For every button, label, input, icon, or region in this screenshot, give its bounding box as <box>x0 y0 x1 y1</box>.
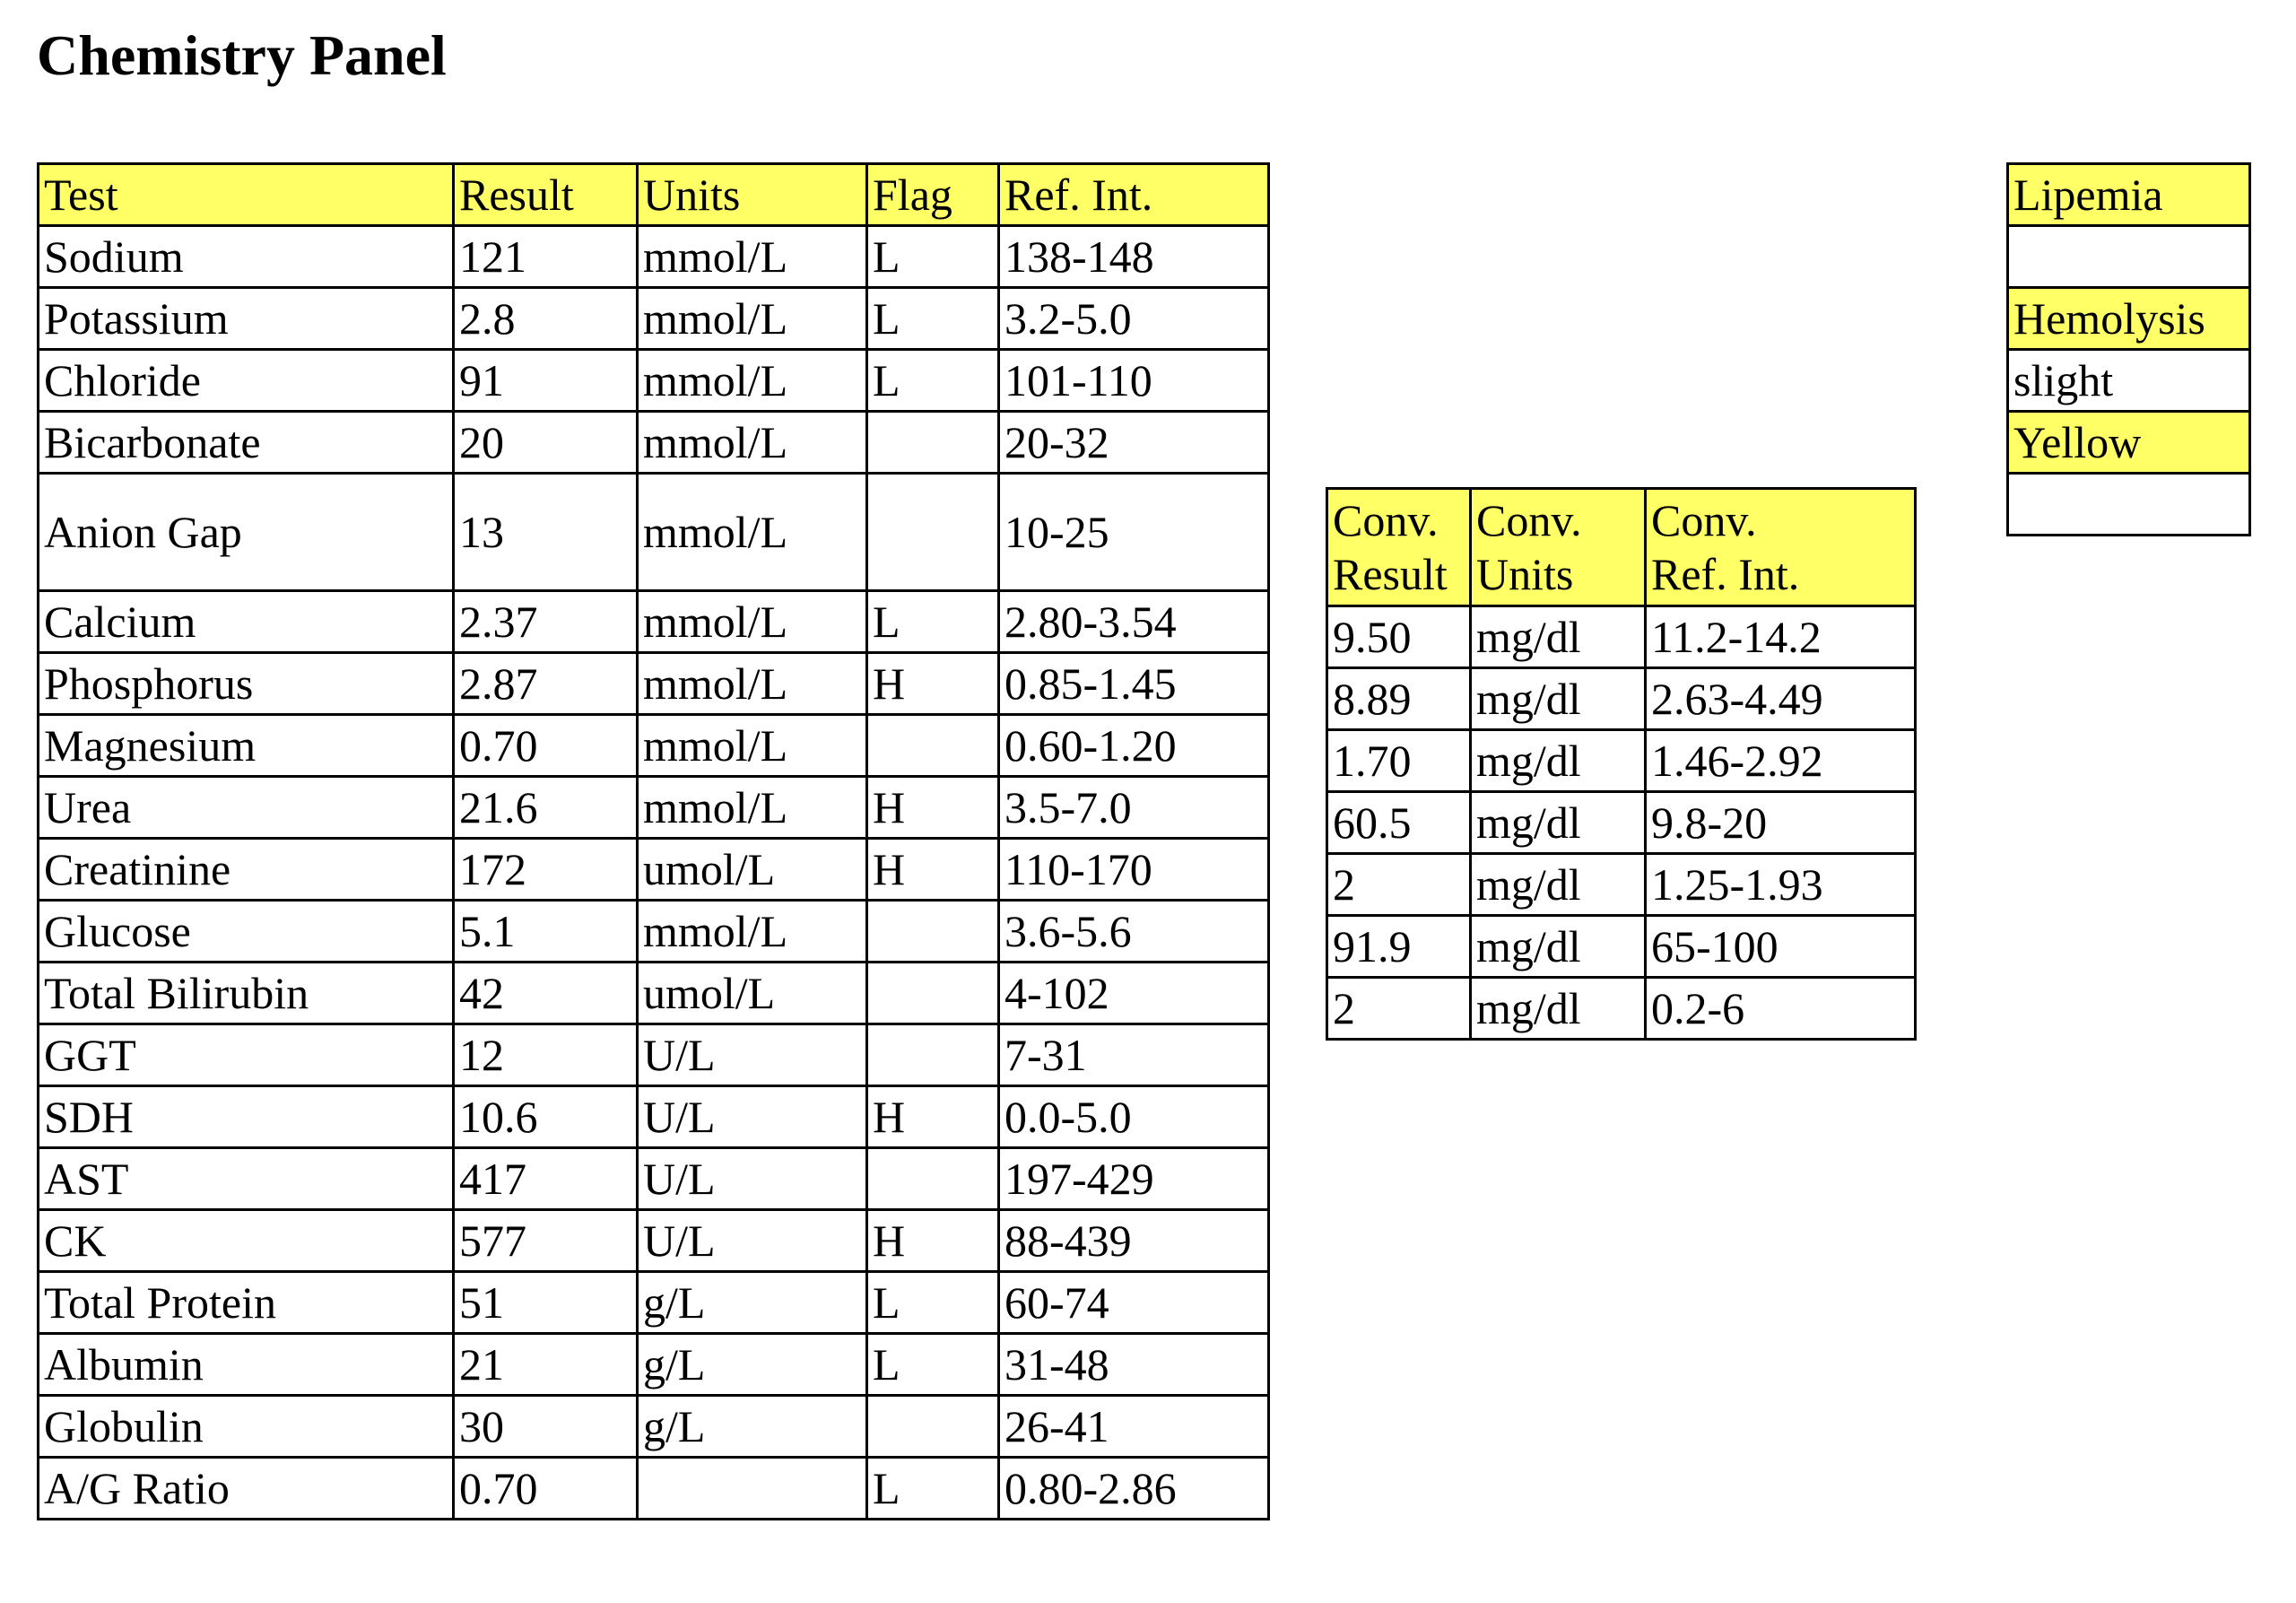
header-line: Units <box>1476 549 1574 599</box>
cell-result: 5.1 <box>454 901 638 963</box>
cell-test: Potassium <box>39 288 454 350</box>
cell-units: mmol/L <box>638 412 867 474</box>
cell-flag: L <box>867 1272 999 1334</box>
table-row <box>39 963 1269 1024</box>
cell-test: Sodium <box>39 226 454 288</box>
cell-conv-units: mg/dl <box>1471 668 1646 730</box>
lipemia-label: Lipemia <box>2008 164 2250 226</box>
sample-quality-table <box>2006 162 2251 536</box>
cell-ref-int: 7-31 <box>999 1024 1269 1086</box>
table-row <box>39 226 1269 288</box>
cell-conv-units: mg/dl <box>1471 978 1646 1040</box>
cell-flag <box>867 963 999 1024</box>
table-row <box>39 288 1269 350</box>
cell-test: Albumin <box>39 1334 454 1396</box>
cell-result: 417 <box>454 1148 638 1210</box>
cell-conv-result: 8.89 <box>1327 668 1471 730</box>
cell-test: AST <box>39 1148 454 1210</box>
hemolysis-value: slight <box>2008 350 2250 412</box>
table-row <box>39 715 1269 777</box>
table-row <box>39 474 1269 591</box>
cell-conv-units: mg/dl <box>1471 916 1646 978</box>
cell-result: 21.6 <box>454 777 638 839</box>
table-row <box>1327 916 1916 978</box>
cell-flag: L <box>867 226 999 288</box>
cell-result: 0.70 <box>454 715 638 777</box>
cell-conv-result: 2 <box>1327 978 1471 1040</box>
header-line: Result <box>1333 549 1448 599</box>
cell-test: GGT <box>39 1024 454 1086</box>
cell-flag: L <box>867 1458 999 1520</box>
cell-ref-int: 101-110 <box>999 350 1269 412</box>
cell-conv-units: mg/dl <box>1471 730 1646 792</box>
cell-flag: H <box>867 653 999 715</box>
cell-conv-result: 9.50 <box>1327 606 1471 668</box>
header-result: Result <box>454 164 638 226</box>
chemistry-results-table <box>37 162 1270 1520</box>
table-row <box>39 591 1269 653</box>
cell-ref-int: 20-32 <box>999 412 1269 474</box>
cell-units: g/L <box>638 1396 867 1458</box>
cell-units: U/L <box>638 1148 867 1210</box>
header-conv-units <box>1471 489 1646 606</box>
cell-test: Urea <box>39 777 454 839</box>
cell-flag <box>867 1396 999 1458</box>
cell-result: 2.37 <box>454 591 638 653</box>
cell-units: mmol/L <box>638 226 867 288</box>
cell-test: Total Bilirubin <box>39 963 454 1024</box>
table-row <box>39 412 1269 474</box>
cell-result: 172 <box>454 839 638 901</box>
cell-test: CK <box>39 1210 454 1272</box>
cell-flag <box>867 901 999 963</box>
header-line: Conv. <box>1333 495 1439 545</box>
cell-units: U/L <box>638 1210 867 1272</box>
cell-ref-int: 88-439 <box>999 1210 1269 1272</box>
cell-conv-ref-int: 11.2-14.2 <box>1646 606 1916 668</box>
cell-conv-result: 60.5 <box>1327 792 1471 854</box>
table-row <box>39 350 1269 412</box>
cell-result: 42 <box>454 963 638 1024</box>
cell-result: 10.6 <box>454 1086 638 1148</box>
cell-result: 0.70 <box>454 1458 638 1520</box>
cell-test: Anion Gap <box>39 474 454 591</box>
header-line: Conv. <box>1651 495 1757 545</box>
header-line: Ref. Int. <box>1651 549 1800 599</box>
cell-flag: H <box>867 1210 999 1272</box>
hemolysis-label: Hemolysis <box>2008 288 2250 350</box>
cell-conv-ref-int: 1.46-2.92 <box>1646 730 1916 792</box>
cell-units: mmol/L <box>638 591 867 653</box>
cell-result: 13 <box>454 474 638 591</box>
cell-units: U/L <box>638 1086 867 1148</box>
cell-ref-int: 10-25 <box>999 474 1269 591</box>
header-units: Units <box>638 164 867 226</box>
cell-ref-int: 31-48 <box>999 1334 1269 1396</box>
table-row <box>1327 668 1916 730</box>
cell-ref-int: 26-41 <box>999 1396 1269 1458</box>
cell-conv-units: mg/dl <box>1471 854 1646 916</box>
cell-result: 51 <box>454 1272 638 1334</box>
cell-result: 21 <box>454 1334 638 1396</box>
table-row <box>1327 730 1916 792</box>
cell-ref-int: 0.60-1.20 <box>999 715 1269 777</box>
page-title: Chemistry Panel <box>37 23 447 87</box>
cell-ref-int: 4-102 <box>999 963 1269 1024</box>
cell-flag: H <box>867 1086 999 1148</box>
yellow-label: Yellow <box>2008 412 2250 474</box>
cell-result: 577 <box>454 1210 638 1272</box>
header-conv-result <box>1327 489 1471 606</box>
header-flag: Flag <box>867 164 999 226</box>
cell-conv-ref-int: 9.8-20 <box>1646 792 1916 854</box>
table-row <box>1327 606 1916 668</box>
cell-result: 91 <box>454 350 638 412</box>
cell-ref-int: 2.80-3.54 <box>999 591 1269 653</box>
cell-flag: L <box>867 288 999 350</box>
cell-ref-int: 0.0-5.0 <box>999 1086 1269 1148</box>
cell-test: Globulin <box>39 1396 454 1458</box>
cell-units: g/L <box>638 1272 867 1334</box>
cell-result: 12 <box>454 1024 638 1086</box>
header-line: Conv. <box>1476 495 1582 545</box>
cell-ref-int: 3.6-5.6 <box>999 901 1269 963</box>
header-conv-ref-int <box>1646 489 1916 606</box>
cell-test: Bicarbonate <box>39 412 454 474</box>
cell-flag: L <box>867 591 999 653</box>
cell-conv-ref-int: 0.2-6 <box>1646 978 1916 1040</box>
table-row <box>39 839 1269 901</box>
cell-conv-result: 91.9 <box>1327 916 1471 978</box>
yellow-value <box>2008 474 2250 536</box>
cell-ref-int: 0.85-1.45 <box>999 653 1269 715</box>
cell-units: mmol/L <box>638 653 867 715</box>
cell-units: mmol/L <box>638 901 867 963</box>
cell-ref-int: 60-74 <box>999 1272 1269 1334</box>
table-row <box>39 901 1269 963</box>
cell-flag <box>867 715 999 777</box>
table-row <box>39 1024 1269 1086</box>
lipemia-value <box>2008 226 2250 288</box>
cell-ref-int: 3.2-5.0 <box>999 288 1269 350</box>
cell-conv-ref-int: 2.63-4.49 <box>1646 668 1916 730</box>
cell-conv-units: mg/dl <box>1471 606 1646 668</box>
table-row <box>39 653 1269 715</box>
cell-ref-int: 138-148 <box>999 226 1269 288</box>
cell-test: Creatinine <box>39 839 454 901</box>
table-row <box>1327 978 1916 1040</box>
cell-test: Magnesium <box>39 715 454 777</box>
header-ref-int: Ref. Int. <box>999 164 1269 226</box>
cell-test: Chloride <box>39 350 454 412</box>
cell-result: 30 <box>454 1396 638 1458</box>
main-header-row <box>39 164 1269 226</box>
cell-flag: L <box>867 1334 999 1396</box>
table-row <box>39 1272 1269 1334</box>
cell-units: mmol/L <box>638 474 867 591</box>
cell-flag: L <box>867 350 999 412</box>
table-row <box>39 1086 1269 1148</box>
cell-units: mmol/L <box>638 715 867 777</box>
cell-ref-int: 0.80-2.86 <box>999 1458 1269 1520</box>
cell-conv-ref-int: 1.25-1.93 <box>1646 854 1916 916</box>
cell-test: Glucose <box>39 901 454 963</box>
table-row <box>39 1334 1269 1396</box>
cell-conv-result: 1.70 <box>1327 730 1471 792</box>
conversion-table <box>1326 487 1917 1041</box>
table-row <box>1327 792 1916 854</box>
table-row <box>39 1210 1269 1272</box>
cell-conv-units: mg/dl <box>1471 792 1646 854</box>
cell-units: U/L <box>638 1024 867 1086</box>
cell-test: Phosphorus <box>39 653 454 715</box>
table-row <box>39 1458 1269 1520</box>
table-row <box>39 1396 1269 1458</box>
cell-flag: H <box>867 839 999 901</box>
cell-test: Total Protein <box>39 1272 454 1334</box>
cell-ref-int: 110-170 <box>999 839 1269 901</box>
cell-test: A/G Ratio <box>39 1458 454 1520</box>
cell-units: umol/L <box>638 963 867 1024</box>
cell-conv-ref-int: 65-100 <box>1646 916 1916 978</box>
header-test: Test <box>39 164 454 226</box>
cell-units: mmol/L <box>638 777 867 839</box>
cell-conv-result: 2 <box>1327 854 1471 916</box>
cell-result: 2.8 <box>454 288 638 350</box>
cell-ref-int: 3.5-7.0 <box>999 777 1269 839</box>
cell-result: 20 <box>454 412 638 474</box>
cell-units <box>638 1458 867 1520</box>
cell-flag <box>867 474 999 591</box>
table-row <box>1327 854 1916 916</box>
table-row <box>39 1148 1269 1210</box>
conv-header-row <box>1327 489 1916 606</box>
cell-units: mmol/L <box>638 288 867 350</box>
cell-units: g/L <box>638 1334 867 1396</box>
cell-ref-int: 197-429 <box>999 1148 1269 1210</box>
table-row <box>39 777 1269 839</box>
cell-units: umol/L <box>638 839 867 901</box>
cell-test: Calcium <box>39 591 454 653</box>
cell-flag <box>867 1024 999 1086</box>
cell-result: 2.87 <box>454 653 638 715</box>
cell-flag <box>867 1148 999 1210</box>
cell-test: SDH <box>39 1086 454 1148</box>
cell-result: 121 <box>454 226 638 288</box>
cell-flag <box>867 412 999 474</box>
cell-flag: H <box>867 777 999 839</box>
cell-units: mmol/L <box>638 350 867 412</box>
